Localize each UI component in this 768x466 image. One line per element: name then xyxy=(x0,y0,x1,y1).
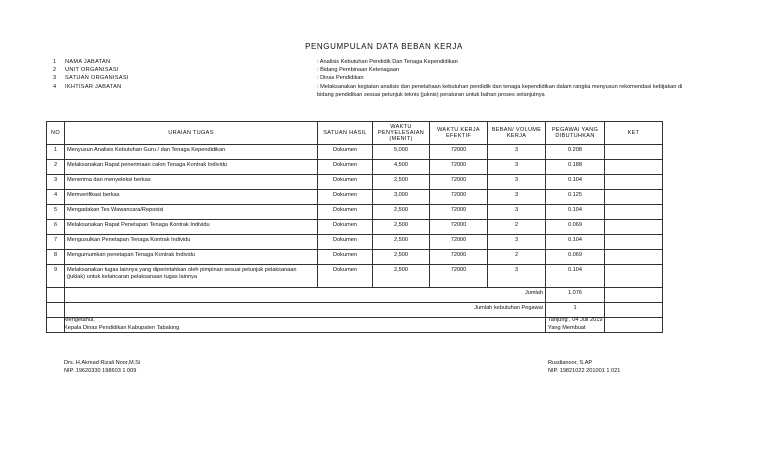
cell-task: Melaksanakan tugas lainnya yang diperintahkan oleh pimpinan sesuai petunjuk pelaksanaan (juklak) untuk kelancaran pelaksanaan tugas lainnya xyxy=(65,265,318,288)
info-no: 4 xyxy=(53,83,57,90)
total-label: Jumlah xyxy=(65,288,546,303)
cell-effective: 72000 xyxy=(430,175,488,190)
cell-volume: 2 xyxy=(488,250,546,265)
cell-no: 1 xyxy=(47,145,65,160)
cell-volume: 3 xyxy=(488,145,546,160)
need-ket xyxy=(605,303,663,318)
cell-no: 4 xyxy=(47,190,65,205)
sig-right-nip: NIP. 19821022 201001 1 021 xyxy=(548,368,621,375)
info-label: IKHTISAR JABATAN xyxy=(65,83,122,90)
cell-need: 0.208 xyxy=(546,145,605,160)
header-task: URAIAN TUGAS xyxy=(65,122,318,145)
signature-right-name xyxy=(548,359,620,376)
cell-ket xyxy=(605,145,663,160)
info-no: 1 xyxy=(53,59,57,65)
cell-effective: 72000 xyxy=(430,160,488,175)
table-row xyxy=(47,250,663,265)
cell-ket xyxy=(605,220,663,235)
cell-unit: Dokumen xyxy=(318,265,373,288)
cell-task: Mengumumkan penetapan Tenaga Kontrak Individu xyxy=(65,250,318,265)
job-info xyxy=(53,58,697,99)
cell-effective: 72000 xyxy=(430,250,488,265)
info-value: : Bidang Pembinaan Ketenagaan xyxy=(317,67,400,74)
cell-task: Menerima dan menyeleksi berkas xyxy=(65,175,318,190)
cell-ket xyxy=(605,265,663,288)
cell-effective: 72000 xyxy=(430,145,488,160)
signature-left-name xyxy=(64,359,140,376)
info-no: 2 xyxy=(53,67,57,74)
info-row xyxy=(53,74,697,82)
cell-time: 2,500 xyxy=(373,175,430,190)
cell-unit: Dokumen xyxy=(318,250,373,265)
cell-effective: 72000 xyxy=(430,205,488,220)
cell-ket xyxy=(605,235,663,250)
total-ket xyxy=(605,288,663,303)
cell-volume: 3 xyxy=(488,190,546,205)
cell-task: Mengadakan Tes Wawancara/Reposisi xyxy=(65,205,318,220)
header-effective: WAKTU KERJA EFEKTIF xyxy=(430,122,488,145)
cell-ket xyxy=(605,205,663,220)
sig-right-line2: Yang Membuat xyxy=(548,325,586,332)
cell-unit: Dokumen xyxy=(318,235,373,250)
cell-unit: Dokumen xyxy=(318,175,373,190)
table-row xyxy=(47,160,663,175)
cell-volume: 2 xyxy=(488,220,546,235)
info-label: NAMA JABATAN xyxy=(65,59,111,65)
cell-task: Melaksanakan Rapat Penetapan Tenaga Kontrak Individu xyxy=(65,220,318,235)
info-value: : Melaksanakan kegiatan analisis dan penelahaan kebutuhan pendidik dan tenaga kependidikan dalam rangka menyusun rekomendasi kebijakan di bidang pendidikan sesuai petunjuk teknis (juknis) peraturan untuk bahan proses selanjutnya xyxy=(317,83,683,98)
cell-no: 5 xyxy=(47,205,65,220)
cell-ket xyxy=(605,175,663,190)
cell-no: 8 xyxy=(47,250,65,265)
cell-ket xyxy=(605,250,663,265)
table-row xyxy=(47,265,663,288)
need-value: 1 xyxy=(546,303,605,318)
header-time: WAKTU PENYELESAIAN (MENIT) xyxy=(373,122,430,145)
info-row xyxy=(53,83,697,99)
table-row xyxy=(47,220,663,235)
cell-need: 0.104 xyxy=(546,235,605,250)
table-row xyxy=(47,175,663,190)
total-spacer xyxy=(47,288,65,303)
cell-time: 3,000 xyxy=(373,190,430,205)
cell-volume: 3 xyxy=(488,205,546,220)
cell-time: 2,500 xyxy=(373,235,430,250)
cell-unit: Dokumen xyxy=(318,160,373,175)
sig-left-nip: NIP. 19620330 198603 1 009 xyxy=(64,368,137,375)
cell-time: 2,500 xyxy=(373,265,430,288)
table-row xyxy=(47,205,663,220)
cell-volume: 3 xyxy=(488,235,546,250)
cell-time: 2,500 xyxy=(373,220,430,235)
cell-ket xyxy=(605,190,663,205)
cell-volume: 3 xyxy=(488,265,546,288)
cell-unit: Dokumen xyxy=(318,190,373,205)
cell-ket xyxy=(605,160,663,175)
cell-no: 6 xyxy=(47,220,65,235)
cell-volume: 3 xyxy=(488,160,546,175)
header-volume: BEBAN/ VOLUME KERJA xyxy=(488,122,546,145)
cell-effective: 72000 xyxy=(430,235,488,250)
blank-cell xyxy=(47,318,65,333)
header-ket: KET xyxy=(605,122,663,145)
table-row xyxy=(47,235,663,250)
signature-left xyxy=(64,316,179,333)
table-row xyxy=(47,145,663,160)
page-title: PENGUMPULAN DATA BEBAN KERJA xyxy=(305,42,463,51)
cell-no: 2 xyxy=(47,160,65,175)
info-row xyxy=(53,58,697,66)
cell-need: 0.125 xyxy=(546,190,605,205)
cell-effective: 72000 xyxy=(430,265,488,288)
header-need: PEGAWAI YANG DIBUTUHKAN xyxy=(546,122,605,145)
cell-task: Mengusulkan Penetapan Tenaga Kontrak Individu xyxy=(65,235,318,250)
cell-unit: Dokumen xyxy=(318,220,373,235)
sig-left-name: Drs. H.Akmad Rizali Noor,M.Si xyxy=(64,360,141,366)
table-header xyxy=(47,122,663,145)
sig-left-line1: Mengetahui, xyxy=(64,317,95,323)
info-label: SATUAN ORGANISASI xyxy=(65,75,129,82)
header-unit: SATUAN HASIL xyxy=(318,122,373,145)
cell-time: 2,500 xyxy=(373,250,430,265)
info-row xyxy=(53,66,697,74)
cell-need: 0.188 xyxy=(546,160,605,175)
table-row xyxy=(47,190,663,205)
workload-table xyxy=(46,121,663,333)
sig-right-name: Rusdianoor, S.AP xyxy=(548,360,593,366)
cell-time: 2,500 xyxy=(373,205,430,220)
total-value: 1.076 xyxy=(546,288,605,303)
cell-no: 7 xyxy=(47,235,65,250)
sig-right-line1: Tanjung , 04 Juli 2019 xyxy=(548,317,603,323)
cell-need: 0.104 xyxy=(546,175,605,190)
cell-task: Melaksanakan Rapat penerimaan calon Tenaga Kontrak Individu xyxy=(65,160,318,175)
cell-time: 5,000 xyxy=(373,145,430,160)
info-label: UNIT ORGANISASI xyxy=(65,67,119,74)
cell-volume: 3 xyxy=(488,175,546,190)
cell-time: 4,500 xyxy=(373,160,430,175)
cell-task: Menyusun Analisis Kebutuhan Guru / dan Tenaga Kependidikan xyxy=(65,145,318,160)
header-no: NO xyxy=(47,122,65,145)
info-value: : Dinas Pendidikan xyxy=(317,75,364,82)
blank-cell xyxy=(605,318,663,333)
cell-effective: 72000 xyxy=(430,220,488,235)
cell-need: 0.069 xyxy=(546,250,605,265)
cell-no: 3 xyxy=(47,175,65,190)
cell-need: 0.104 xyxy=(546,265,605,288)
need-spacer xyxy=(47,303,65,318)
need-label: Jumlah kebutuhan Pegawai xyxy=(65,303,546,318)
cell-effective: 72000 xyxy=(430,190,488,205)
info-value: : Analisis Kebutuhan Pendidik Dan Tenaga Kependidikan xyxy=(317,59,458,65)
signature-right xyxy=(548,316,602,333)
cell-unit: Dokumen xyxy=(318,145,373,160)
cell-need: 0.104 xyxy=(546,205,605,220)
cell-no: 9 xyxy=(47,265,65,288)
cell-unit: Dokumen xyxy=(318,205,373,220)
total-row xyxy=(47,288,663,303)
sig-left-line2: Kepala Dinas Pendidikan Kabupaten Tabalong xyxy=(64,325,180,332)
cell-task: Memverifikasi berkas xyxy=(65,190,318,205)
info-no: 3 xyxy=(53,75,57,82)
cell-need: 0.069 xyxy=(546,220,605,235)
